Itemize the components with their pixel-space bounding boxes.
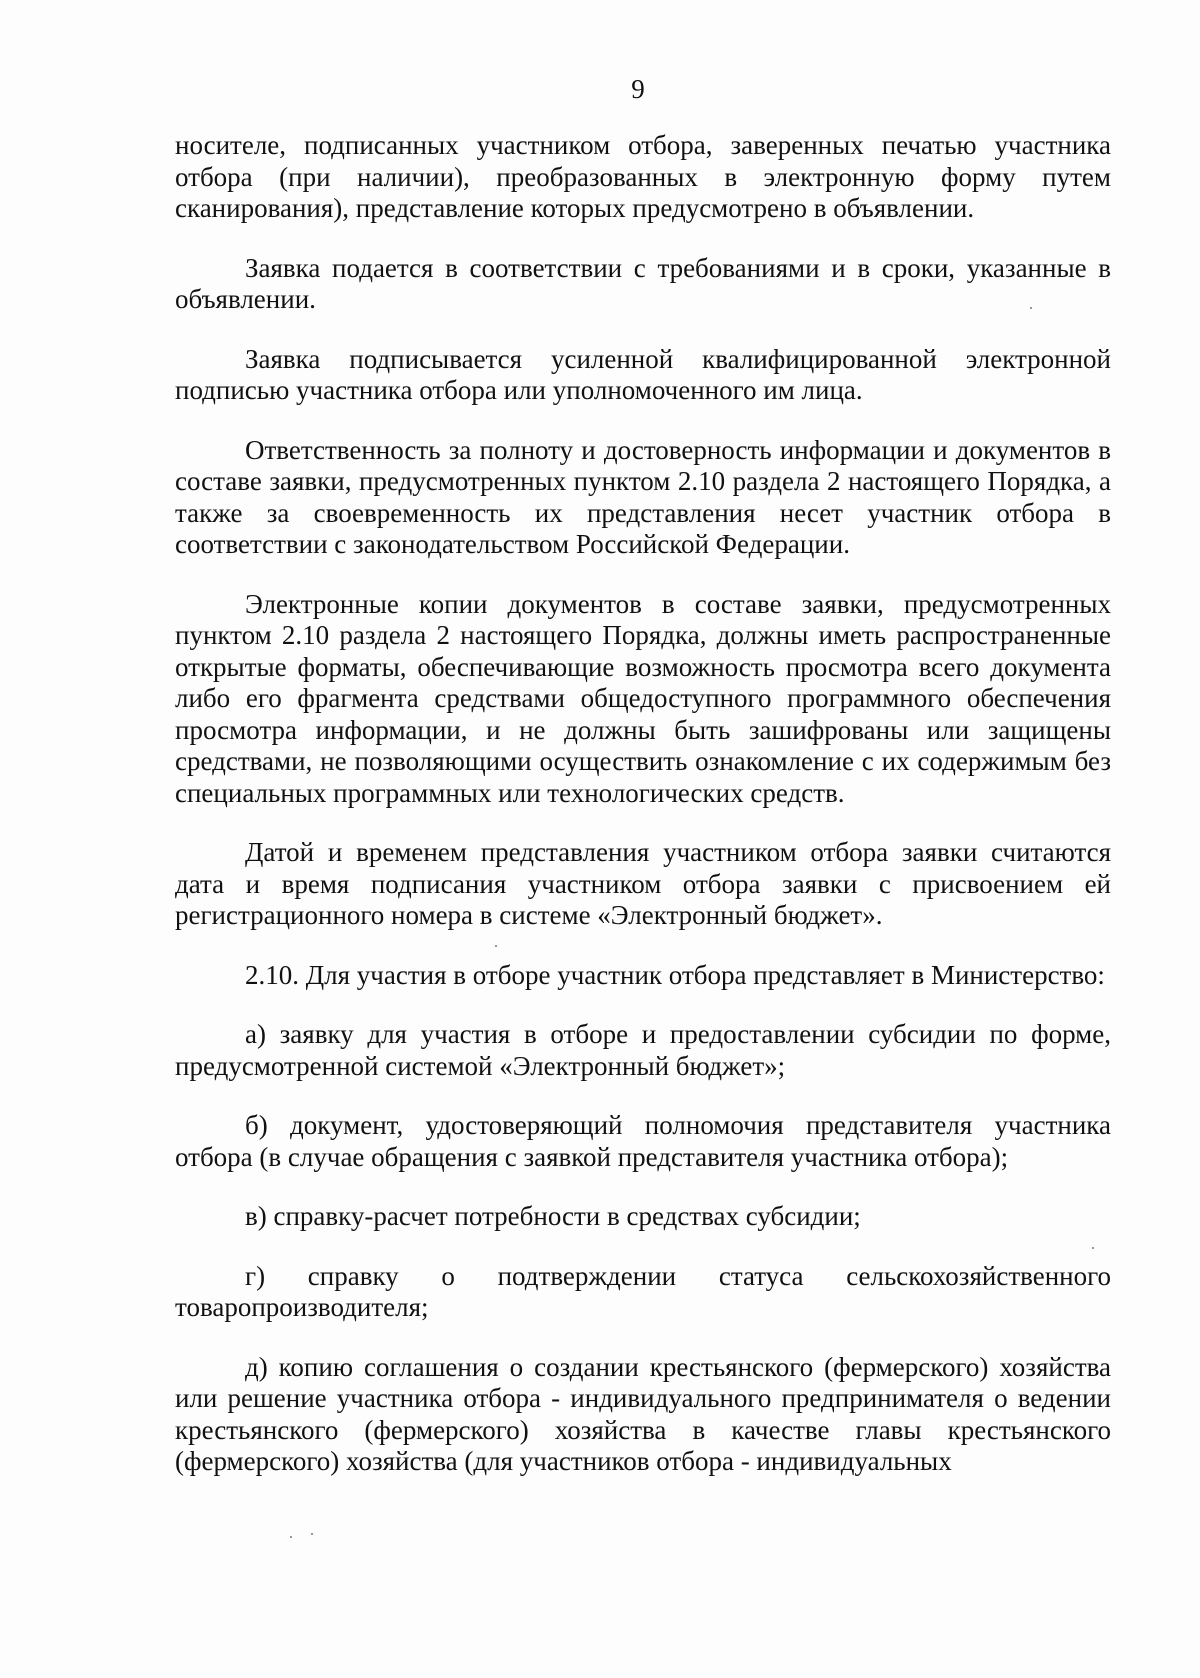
paragraph-responsibility: Ответственность за полноту и достоверность информации и документов в составе заявки, предусмотренных пунктом 2.10 раздела 2 настоящего Порядка, а также за своевременность их представления несет участник отбора в соответствии с законодательством Российской Федерации. — [175, 434, 1111, 559]
paragraph-submission-date: Датой и временем представления участником отбора заявки считаются дата и время подписания участником отбора заявки с присвоением ей регистрационного номера в системе «Электронный бюджет». — [175, 837, 1111, 930]
list-item-v: в) справку-расчет потребности в средствах субсидии; — [245, 1201, 861, 1231]
page-number: 9 — [631, 74, 645, 104]
list-item-d: д) копию соглашения о создании крестьянского (фермерского) хозяйства или решение участника отбора - индивидуального предпринимателя о ведении крестьянского (фермерского) хозяйства в качестве главы крестьянского (фермерского) хозяйства (для участников отбора - индивидуальных — [175, 1351, 1111, 1476]
scan-speck — [1092, 1247, 1094, 1249]
body-text — [175, 130, 1111, 1504]
paragraph-continuation: носителе, подписанных участником отбора, заверенных печатью участника отбора (при наличии), преобразованных в электронную форму путем сканирования), представление которых предусмотрено в объявлении. — [175, 130, 1111, 223]
list-item-b: б) документ, удостоверяющий полномочия представителя участника отбора (в случае обращения с заявкой представителя участника отбора); — [175, 1110, 1111, 1172]
paragraph-application-signature: Заявка подписывается усиленной квалифицированной электронной подписью участника отбора или уполномоченного им лица. — [175, 343, 1111, 405]
scan-speck — [311, 1533, 313, 1535]
paragraph-electronic-copies: Электронные копии документов в составе заявки, предусмотренных пунктом 2.10 раздела 2 настоящего Порядка, должны иметь распространенные открытые форматы, обеспечивающие возможность просмотра всего документа либо его фрагмента средствами общедоступного программного обеспечения просмотра информации, и не должны быть зашифрованы или защищены средствами, не позволяющими осуществить ознакомление с их содержимым без специальных программных или технологических средств. — [175, 588, 1111, 808]
list-item-g: г) справку о подтверждении статуса сельскохозяйственного товаропроизводителя; — [175, 1260, 1111, 1322]
list-item-a: а) заявку для участия в отборе и предоставлении субсидии по форме, предусмотренной системой «Электронный бюджет»; — [175, 1019, 1111, 1081]
scan-speck — [495, 945, 497, 947]
paragraph-application-submission: Заявка подается в соответствии с требованиями и в сроки, указанные в объявлении. — [175, 252, 1111, 314]
paragraph-section-2-10: 2.10. Для участия в отборе участник отбора представляет в Министерство: — [245, 959, 1105, 990]
scan-speck — [290, 1536, 292, 1538]
scan-speck — [1030, 307, 1032, 309]
